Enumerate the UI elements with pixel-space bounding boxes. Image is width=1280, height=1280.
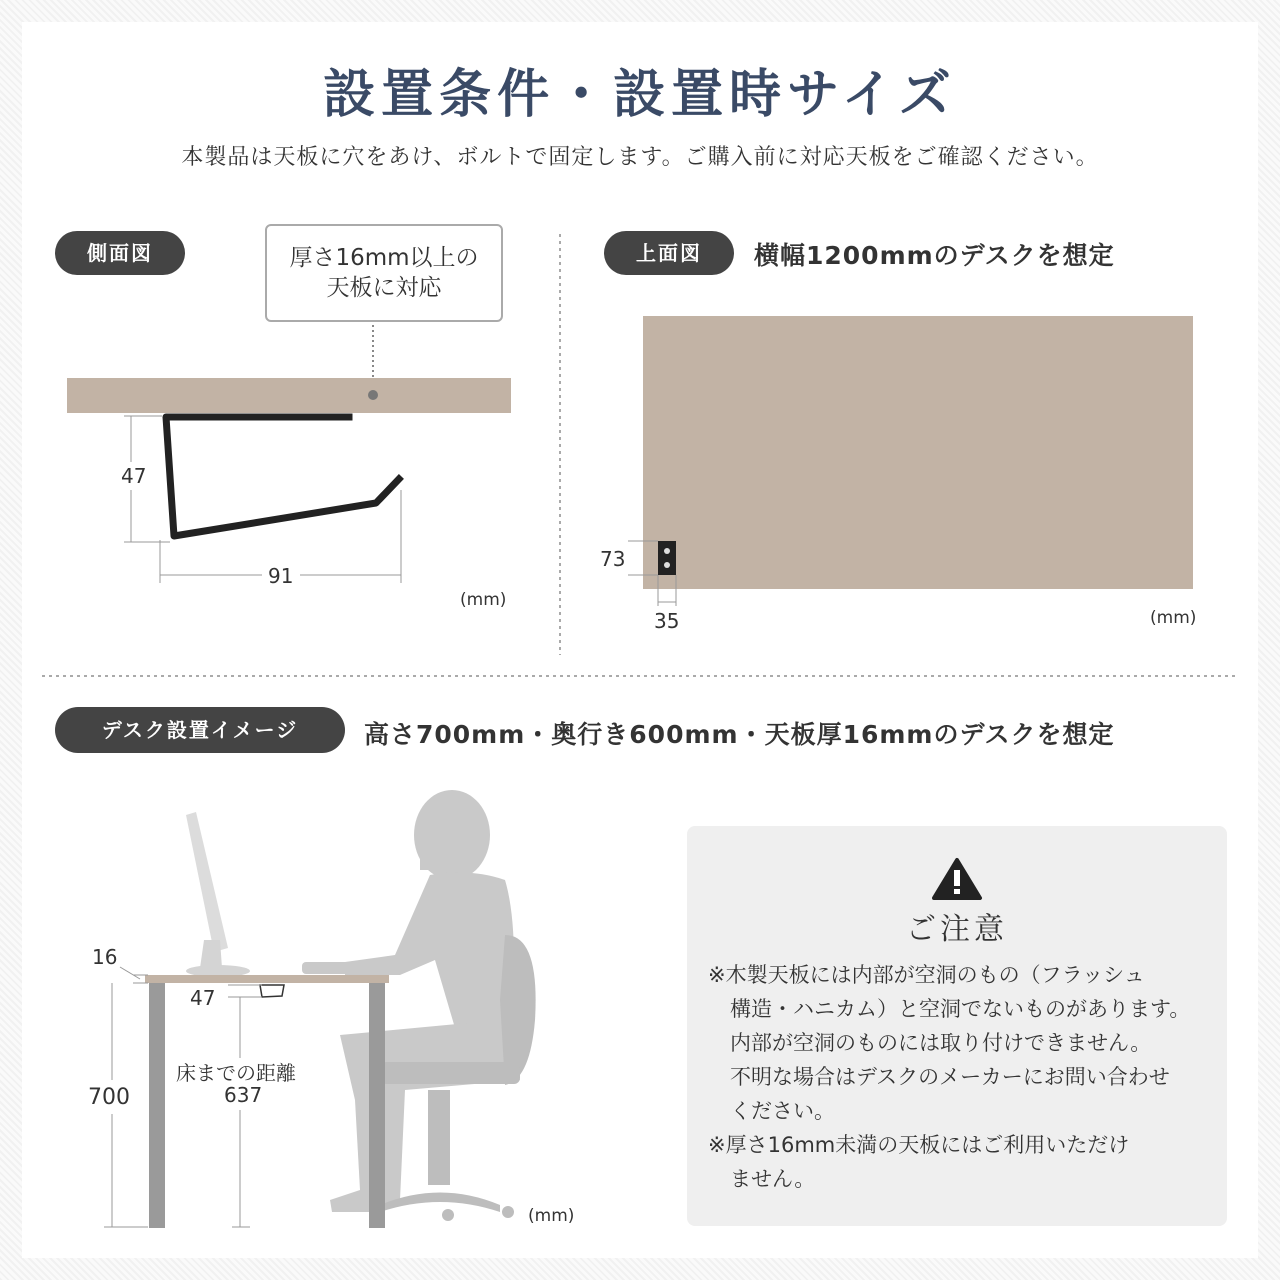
bolt-hole-1 [664, 548, 670, 554]
notice-2-line-2: ません。 [730, 1167, 816, 1191]
callout-line-2: 天板に対応 [326, 275, 442, 301]
notice-1-line-3: 内部が空洞のものには取り付けできません。 [730, 1031, 1152, 1055]
desk-unit: (mm) [528, 1206, 575, 1226]
desk-leg-left [149, 983, 165, 1228]
side-board [67, 378, 511, 413]
desk-bracket [260, 985, 284, 997]
floor-distance-value: 637 [224, 1083, 263, 1107]
desk-dim-height: 700 [88, 1085, 130, 1110]
top-dim-width: 35 [654, 609, 680, 633]
notice-title: ご注意 [906, 912, 1008, 947]
desk-top [145, 975, 389, 983]
callout-dot [368, 390, 378, 400]
notice-1-line-5: ください。 [730, 1099, 835, 1123]
notice-item-2 [708, 1128, 1218, 1196]
person-silhouette [302, 790, 520, 1212]
top-view-caption: 横幅1200mmのデスクを想定 [754, 241, 1115, 270]
side-bracket [166, 417, 399, 536]
notice-1-line-1: ※木製天板には内部が空洞のもの（フラッシュ [708, 963, 1145, 987]
top-dim-height: 73 [600, 547, 626, 571]
callout-line-1: 厚さ16mm以上の [289, 245, 479, 271]
monitor-screen [186, 812, 228, 952]
page-title: 設置条件・設置時サイズ [323, 65, 957, 125]
bolt-hole-2 [664, 562, 670, 568]
top-unit: (mm) [1150, 608, 1197, 628]
monitor-stand [200, 940, 222, 968]
side-dim-height: 47 [121, 464, 147, 488]
side-unit: (mm) [460, 590, 507, 610]
notice-item-1 [708, 958, 1218, 1128]
side-dim-width: 91 [268, 564, 294, 588]
top-bracket [658, 541, 676, 575]
page-subtitle: 本製品は天板に穴をあけ、ボルトで固定します。ご購入前に対応天板をご確認ください。 [181, 145, 1099, 170]
desk-image-caption: 高さ700mm・奥行き600mm・天板厚16mmのデスクを想定 [364, 720, 1115, 749]
notice-2-line-1: ※厚さ16mm未満の天板にはご利用いただけ [708, 1133, 1130, 1157]
top-board [643, 316, 1193, 589]
floor-distance-label: 床までの距離 [176, 1061, 296, 1085]
dim-16-leader [120, 967, 140, 979]
desk-image-label: デスク設置イメージ [55, 707, 345, 753]
desk-leg-right [369, 983, 385, 1228]
side-view-label: 側面図 [55, 231, 185, 275]
top-view-label: 上面図 [604, 231, 734, 275]
desk-dim-thickness: 16 [92, 945, 118, 969]
notice-1-line-4: 不明な場合はデスクのメーカーにお問い合わせ [730, 1065, 1170, 1089]
notice-1-line-2: 構造・ハニカム）と空洞でないものがあります。 [730, 997, 1191, 1021]
desk-dim-clamp: 47 [190, 986, 216, 1010]
